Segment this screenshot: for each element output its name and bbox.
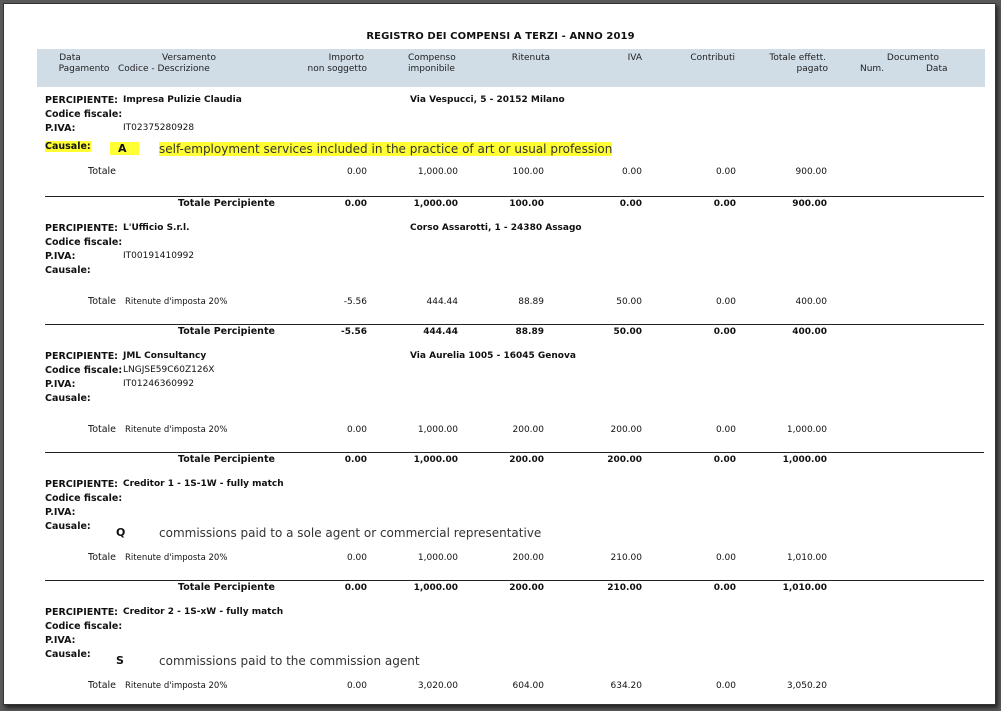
causale-description: commissions paid to the commission agent <box>159 654 420 668</box>
totale-percipiente-totale: 1,010.00 <box>782 583 827 593</box>
piva-label: P.IVA: <box>45 251 76 262</box>
percipiente-name: JML Consultancy <box>123 351 207 361</box>
col-compenso: Compenso <box>408 53 456 63</box>
totale-totale: 900.00 <box>795 167 827 177</box>
totale-compenso: 1,000.00 <box>417 425 458 435</box>
col-totale-effett: Totale effett. <box>769 53 826 63</box>
causale-description: commissions paid to a sole agent or commercial representative <box>159 526 542 540</box>
totale-percipiente-importo: -5.56 <box>341 327 367 337</box>
report-page <box>3 3 996 705</box>
totale-label: Totale <box>88 296 117 307</box>
percipiente-address: Corso Assarotti, 1 - 24380 Assago <box>410 223 582 233</box>
piva-label: P.IVA: <box>45 507 76 518</box>
percipiente-label: PERCIPIENTE: <box>45 223 118 234</box>
col-documento: Documento <box>886 53 940 63</box>
totale-percipiente-totale: 900.00 <box>792 199 827 209</box>
codice-fiscale-label: Codice fiscale: <box>45 237 123 248</box>
totale-ritenuta: 200.00 <box>512 553 544 563</box>
totale-percipiente-contributi: 0.00 <box>713 199 736 209</box>
section-divider <box>45 452 984 453</box>
totale-iva: 50.00 <box>616 297 642 307</box>
totale-percipiente-iva: 50.00 <box>613 327 642 337</box>
totale-percipiente-totale: 400.00 <box>792 327 827 337</box>
totale-ritenuta: 604.00 <box>512 681 544 691</box>
totale-totale: 3,050.20 <box>786 681 827 691</box>
totale-percipiente-compenso: 1,000.00 <box>413 583 458 593</box>
percipiente-name: Creditor 1 - 1S-1W - fully match <box>123 479 284 489</box>
totale-ritenuta: 200.00 <box>512 425 544 435</box>
totale-percipiente-importo: 0.00 <box>344 199 367 209</box>
totale-description: Ritenute d'imposta 20% <box>125 425 228 435</box>
totale-description: Ritenute d'imposta 20% <box>125 553 228 563</box>
col-pagato: pagato <box>796 64 828 74</box>
causale-code: A <box>110 142 139 155</box>
percipiente-address: Via Aurelia 1005 - 16045 Genova <box>410 351 576 361</box>
codice-fiscale-label: Codice fiscale: <box>45 493 123 504</box>
totale-compenso: 1,000.00 <box>417 167 458 177</box>
totale-percipiente-contributi: 0.00 <box>713 455 736 465</box>
totale-contributi: 0.00 <box>715 297 736 307</box>
totale-description: Ritenute d'imposta 20% <box>125 297 228 307</box>
piva-value: IT02375280928 <box>123 123 195 133</box>
causale-label: Causale: <box>45 521 91 532</box>
totale-percipiente-label: Totale Percipiente <box>178 582 275 593</box>
totale-label: Totale <box>88 680 117 691</box>
totale-percipiente-iva: 210.00 <box>607 583 642 593</box>
totale-percipiente-label: Totale Percipiente <box>178 454 275 465</box>
causale-code: S <box>116 654 124 667</box>
section-divider <box>45 580 984 581</box>
piva-label: P.IVA: <box>45 123 76 134</box>
causale-label: Causale: <box>45 649 91 660</box>
totale-importo: -5.56 <box>343 297 367 307</box>
causale-label: Causale: <box>45 265 91 276</box>
totale-percipiente-contributi: 0.00 <box>713 583 736 593</box>
percipiente-label: PERCIPIENTE: <box>45 351 118 362</box>
totale-totale: 400.00 <box>795 297 827 307</box>
col-pagamento: Pagamento <box>58 64 110 74</box>
totale-importo: 0.00 <box>346 553 367 563</box>
totale-iva: 200.00 <box>610 425 642 435</box>
piva-value: IT01246360992 <box>123 379 195 389</box>
percipiente-label: PERCIPIENTE: <box>45 479 118 490</box>
totale-ritenuta: 88.89 <box>518 297 544 307</box>
totale-compenso: 444.44 <box>426 297 458 307</box>
totale-percipiente-importo: 0.00 <box>344 455 367 465</box>
totale-label: Totale <box>88 424 117 435</box>
report-title: REGISTRO DEI COMPENSI A TERZI - ANNO 2019 <box>366 31 635 42</box>
totale-percipiente-label: Totale Percipiente <box>178 326 275 337</box>
codice-fiscale-label: Codice fiscale: <box>45 365 123 376</box>
totale-totale: 1,000.00 <box>786 425 827 435</box>
col-ritenuta: Ritenuta <box>511 53 550 63</box>
codice-fiscale-label: Codice fiscale: <box>45 109 123 120</box>
totale-percipiente-ritenuta: 200.00 <box>509 583 544 593</box>
totale-iva: 0.00 <box>621 167 642 177</box>
totale-percipiente-importo: 0.00 <box>344 583 367 593</box>
totale-description: Ritenute d'imposta 20% <box>125 681 228 691</box>
totale-iva: 210.00 <box>610 553 642 563</box>
col-contributi: Contributi <box>690 53 735 63</box>
totale-percipiente-compenso: 444.44 <box>423 327 458 337</box>
totale-percipiente-ritenuta: 88.89 <box>515 327 544 337</box>
totale-totale: 1,010.00 <box>786 553 827 563</box>
totale-percipiente-ritenuta: 100.00 <box>509 199 544 209</box>
totale-iva: 634.20 <box>610 681 642 691</box>
totale-percipiente-compenso: 1,000.00 <box>413 199 458 209</box>
percipiente-name: L'Ufficio S.r.l. <box>123 223 190 233</box>
totale-ritenuta: 100.00 <box>512 167 544 177</box>
section-divider <box>45 196 984 197</box>
totale-percipiente-compenso: 1,000.00 <box>413 455 458 465</box>
totale-importo: 0.00 <box>346 681 367 691</box>
col-codice-descrizione: Codice - Descrizione <box>118 64 210 74</box>
totale-percipiente-totale: 1,000.00 <box>782 455 827 465</box>
percipiente-name: Creditor 2 - 1S-xW - fully match <box>123 607 284 617</box>
col-data: Data <box>59 53 81 63</box>
totale-label: Totale <box>88 166 117 177</box>
totale-compenso: 1,000.00 <box>417 553 458 563</box>
totale-percipiente-iva: 0.00 <box>619 199 642 209</box>
codice-fiscale-label: Codice fiscale: <box>45 621 123 632</box>
totale-percipiente-iva: 200.00 <box>607 455 642 465</box>
col-versamento: Versamento <box>162 53 216 63</box>
percipiente-name: Impresa Pulizie Claudia <box>123 95 242 105</box>
causale-description: self-employment services included in the practice of art or usual profession <box>159 142 613 156</box>
totale-compenso: 3,020.00 <box>417 681 458 691</box>
piva-value: IT00191410992 <box>123 251 195 261</box>
piva-label: P.IVA: <box>45 379 76 390</box>
col-data-doc: Data <box>926 64 948 74</box>
percipiente-label: PERCIPIENTE: <box>45 607 118 618</box>
col-imponibile: imponibile <box>408 64 455 74</box>
totale-importo: 0.00 <box>346 425 367 435</box>
piva-label: P.IVA: <box>45 635 76 646</box>
totale-percipiente-label: Totale Percipiente <box>178 198 275 209</box>
percipiente-address: Via Vespucci, 5 - 20152 Milano <box>410 95 565 105</box>
totale-importo: 0.00 <box>346 167 367 177</box>
totale-contributi: 0.00 <box>715 425 736 435</box>
causale-label: Causale: <box>45 393 91 404</box>
col-non-soggetto: non soggetto <box>307 64 367 74</box>
causale-label: Causale: <box>45 141 91 152</box>
totale-percipiente-contributi: 0.00 <box>713 327 736 337</box>
totale-contributi: 0.00 <box>715 553 736 563</box>
col-importo: Importo <box>328 53 364 63</box>
totale-percipiente-ritenuta: 200.00 <box>509 455 544 465</box>
causale-code: Q <box>116 526 126 539</box>
col-iva: IVA <box>627 53 642 63</box>
totale-contributi: 0.00 <box>715 681 736 691</box>
codice-fiscale-value: LNGJSE59C60Z126X <box>123 365 215 375</box>
percipiente-label: PERCIPIENTE: <box>45 95 118 106</box>
totale-contributi: 0.00 <box>715 167 736 177</box>
col-num: Num. <box>860 64 885 74</box>
totale-label: Totale <box>88 552 117 563</box>
section-divider <box>45 324 984 325</box>
